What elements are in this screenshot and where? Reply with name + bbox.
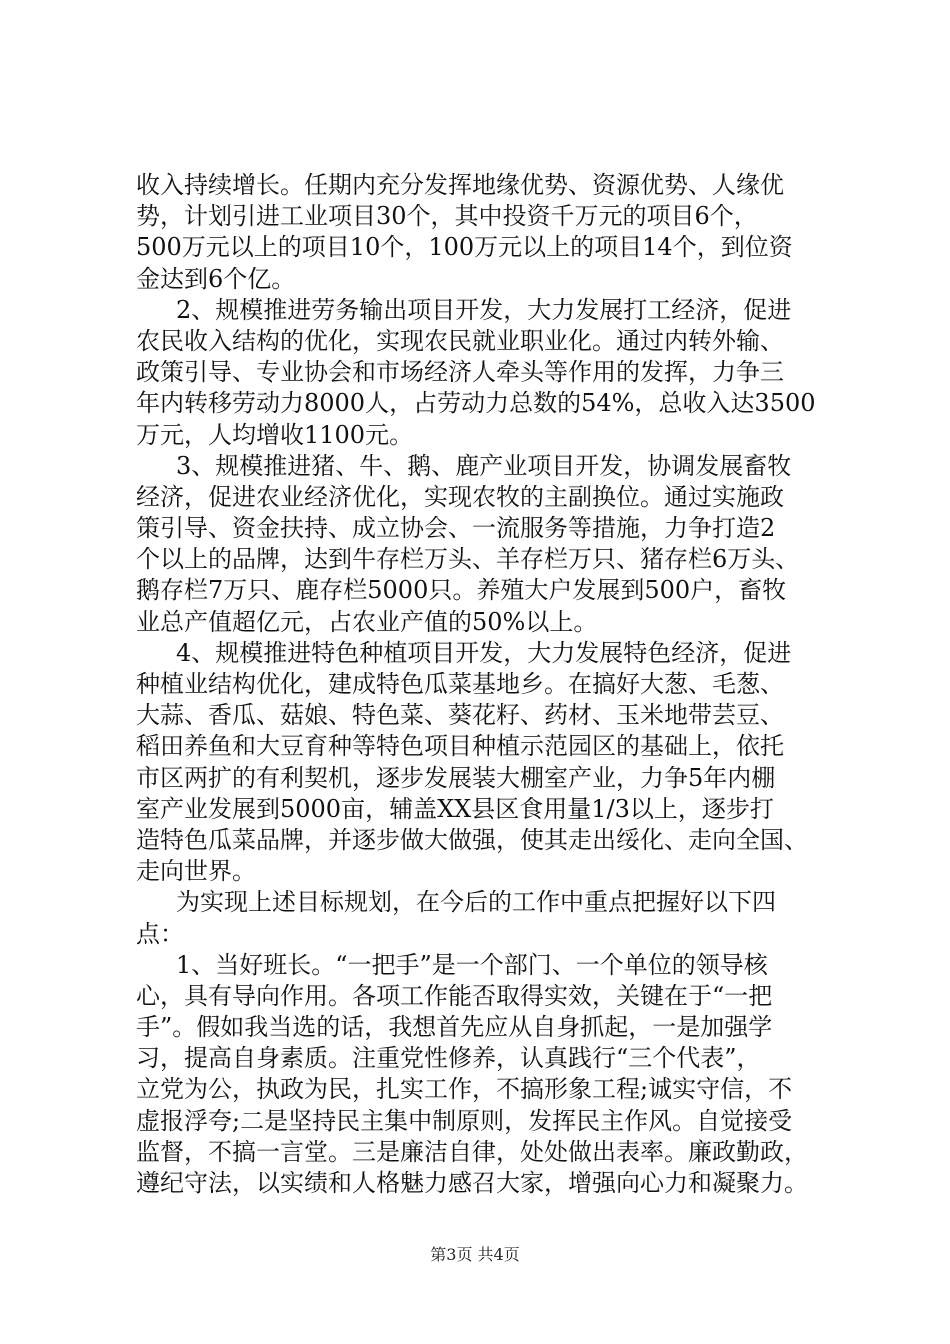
text-line: 市区两扩的有利契机，逐步发展装大棚室产业，力争5年内棚 xyxy=(136,763,776,792)
text-line: 造特色瓜菜品牌，并逐步做大做强，使其走出绥化、走向全国、 xyxy=(136,825,808,854)
text-line: 走向世界。 xyxy=(136,857,256,886)
text-line: 监督，不搞一言堂。三是廉洁自律，处处做出表率。廉政勤政， xyxy=(136,1137,808,1166)
paragraph-first-line: 2、规模推进劳务输出项目开发，大力发展打工经济，促进 xyxy=(176,295,792,324)
page-footer: 第3页 共4页 xyxy=(430,1245,520,1264)
text-line: 种植业结构优化，建成特色瓜菜基地乡。在搞好大葱、毛葱、 xyxy=(136,670,784,698)
text-line: 年内转移劳动力8000人，占劳动力总数的54%，总收入达3500 xyxy=(136,389,816,418)
text-line: 金达到6个亿。 xyxy=(136,264,296,293)
text-line: 立党为公，执政为民，扎实工作，不搞形象工程;诚实守信，不 xyxy=(136,1075,793,1104)
text-line: 室产业发展到5000亩，辅盖XX县区食用量1/3以上，逐步打 xyxy=(136,794,774,823)
text-line: 经济，促进农业经济优化，实现农牧的主副换位。通过实施政 xyxy=(136,482,784,511)
text-line: 势，计划引进工业项目30个，其中投资千万元的项目6个， xyxy=(136,202,758,231)
text-line: 500万元以上的项目10个，100万元以上的项目14个，到位资 xyxy=(136,233,793,262)
text-line: 习，提高自身素质。注重党性修养，认真践行“三个代表”， xyxy=(136,1044,761,1073)
text-line: 个以上的品牌，达到牛存栏万头、羊存栏万只、猪存栏6万头、 xyxy=(136,545,800,574)
text-line: 业总产值超亿元，占农业产值的50%以上。 xyxy=(136,607,598,636)
paragraph-first-line: 3、规模推进猪、牛、鹅、鹿产业项目开发，协调发展畜牧 xyxy=(176,451,792,480)
text-line: 万元，人均增收1100元。 xyxy=(136,420,414,449)
text-line: 心，具有导向作用。各项工作能否取得实效，关键在于“一把 xyxy=(136,981,773,1010)
text-line: 稻田养鱼和大豆育种等特色项目种植示范园区的基础上，依托 xyxy=(136,732,784,761)
paragraph-first-line: 为实现上述目标规划，在今后的工作中重点把握好以下四 xyxy=(176,888,776,917)
text-line: 收入持续增长。任期内充分发挥地缘优势、资源优势、人缘优 xyxy=(136,171,784,199)
text-line: 鹅存栏7万只、鹿存栏5000只。养殖大户发展到500户，畜牧 xyxy=(136,576,787,605)
text-line: 遵纪守法，以实绩和人格魅力感召大家，增强向心力和凝聚力。 xyxy=(136,1169,808,1197)
text-line: 策引导、资金扶持、成立协会、一流服务等措施，力争打造2 xyxy=(136,514,776,543)
body-text xyxy=(136,170,832,1199)
text-line: 虚报浮夸;二是坚持民主集中制原则，发挥民主作风。自觉接受 xyxy=(136,1106,793,1135)
text-line: 政策引导、专业协会和市场经济人牵头等作用的发挥，力争三 xyxy=(136,358,784,387)
text-line: 手”。假如我当选的话，我想首先应从自身抓起，一是加强学 xyxy=(136,1013,773,1042)
paragraph-first-line: 1、当好班长。“一把手”是一个部门、一个单位的领导核 xyxy=(176,950,768,979)
text-line: 农民收入结构的优化，实现农民就业职业化。通过内转外输、 xyxy=(136,326,784,355)
paragraph-first-line: 4、规模推进特色种植项目开发，大力发展特色经济，促进 xyxy=(176,638,792,667)
text-line: 点： xyxy=(136,919,184,948)
text-line: 大蒜、香瓜、菇娘、特色菜、葵花籽、药材、玉米地带芸豆、 xyxy=(136,701,784,730)
